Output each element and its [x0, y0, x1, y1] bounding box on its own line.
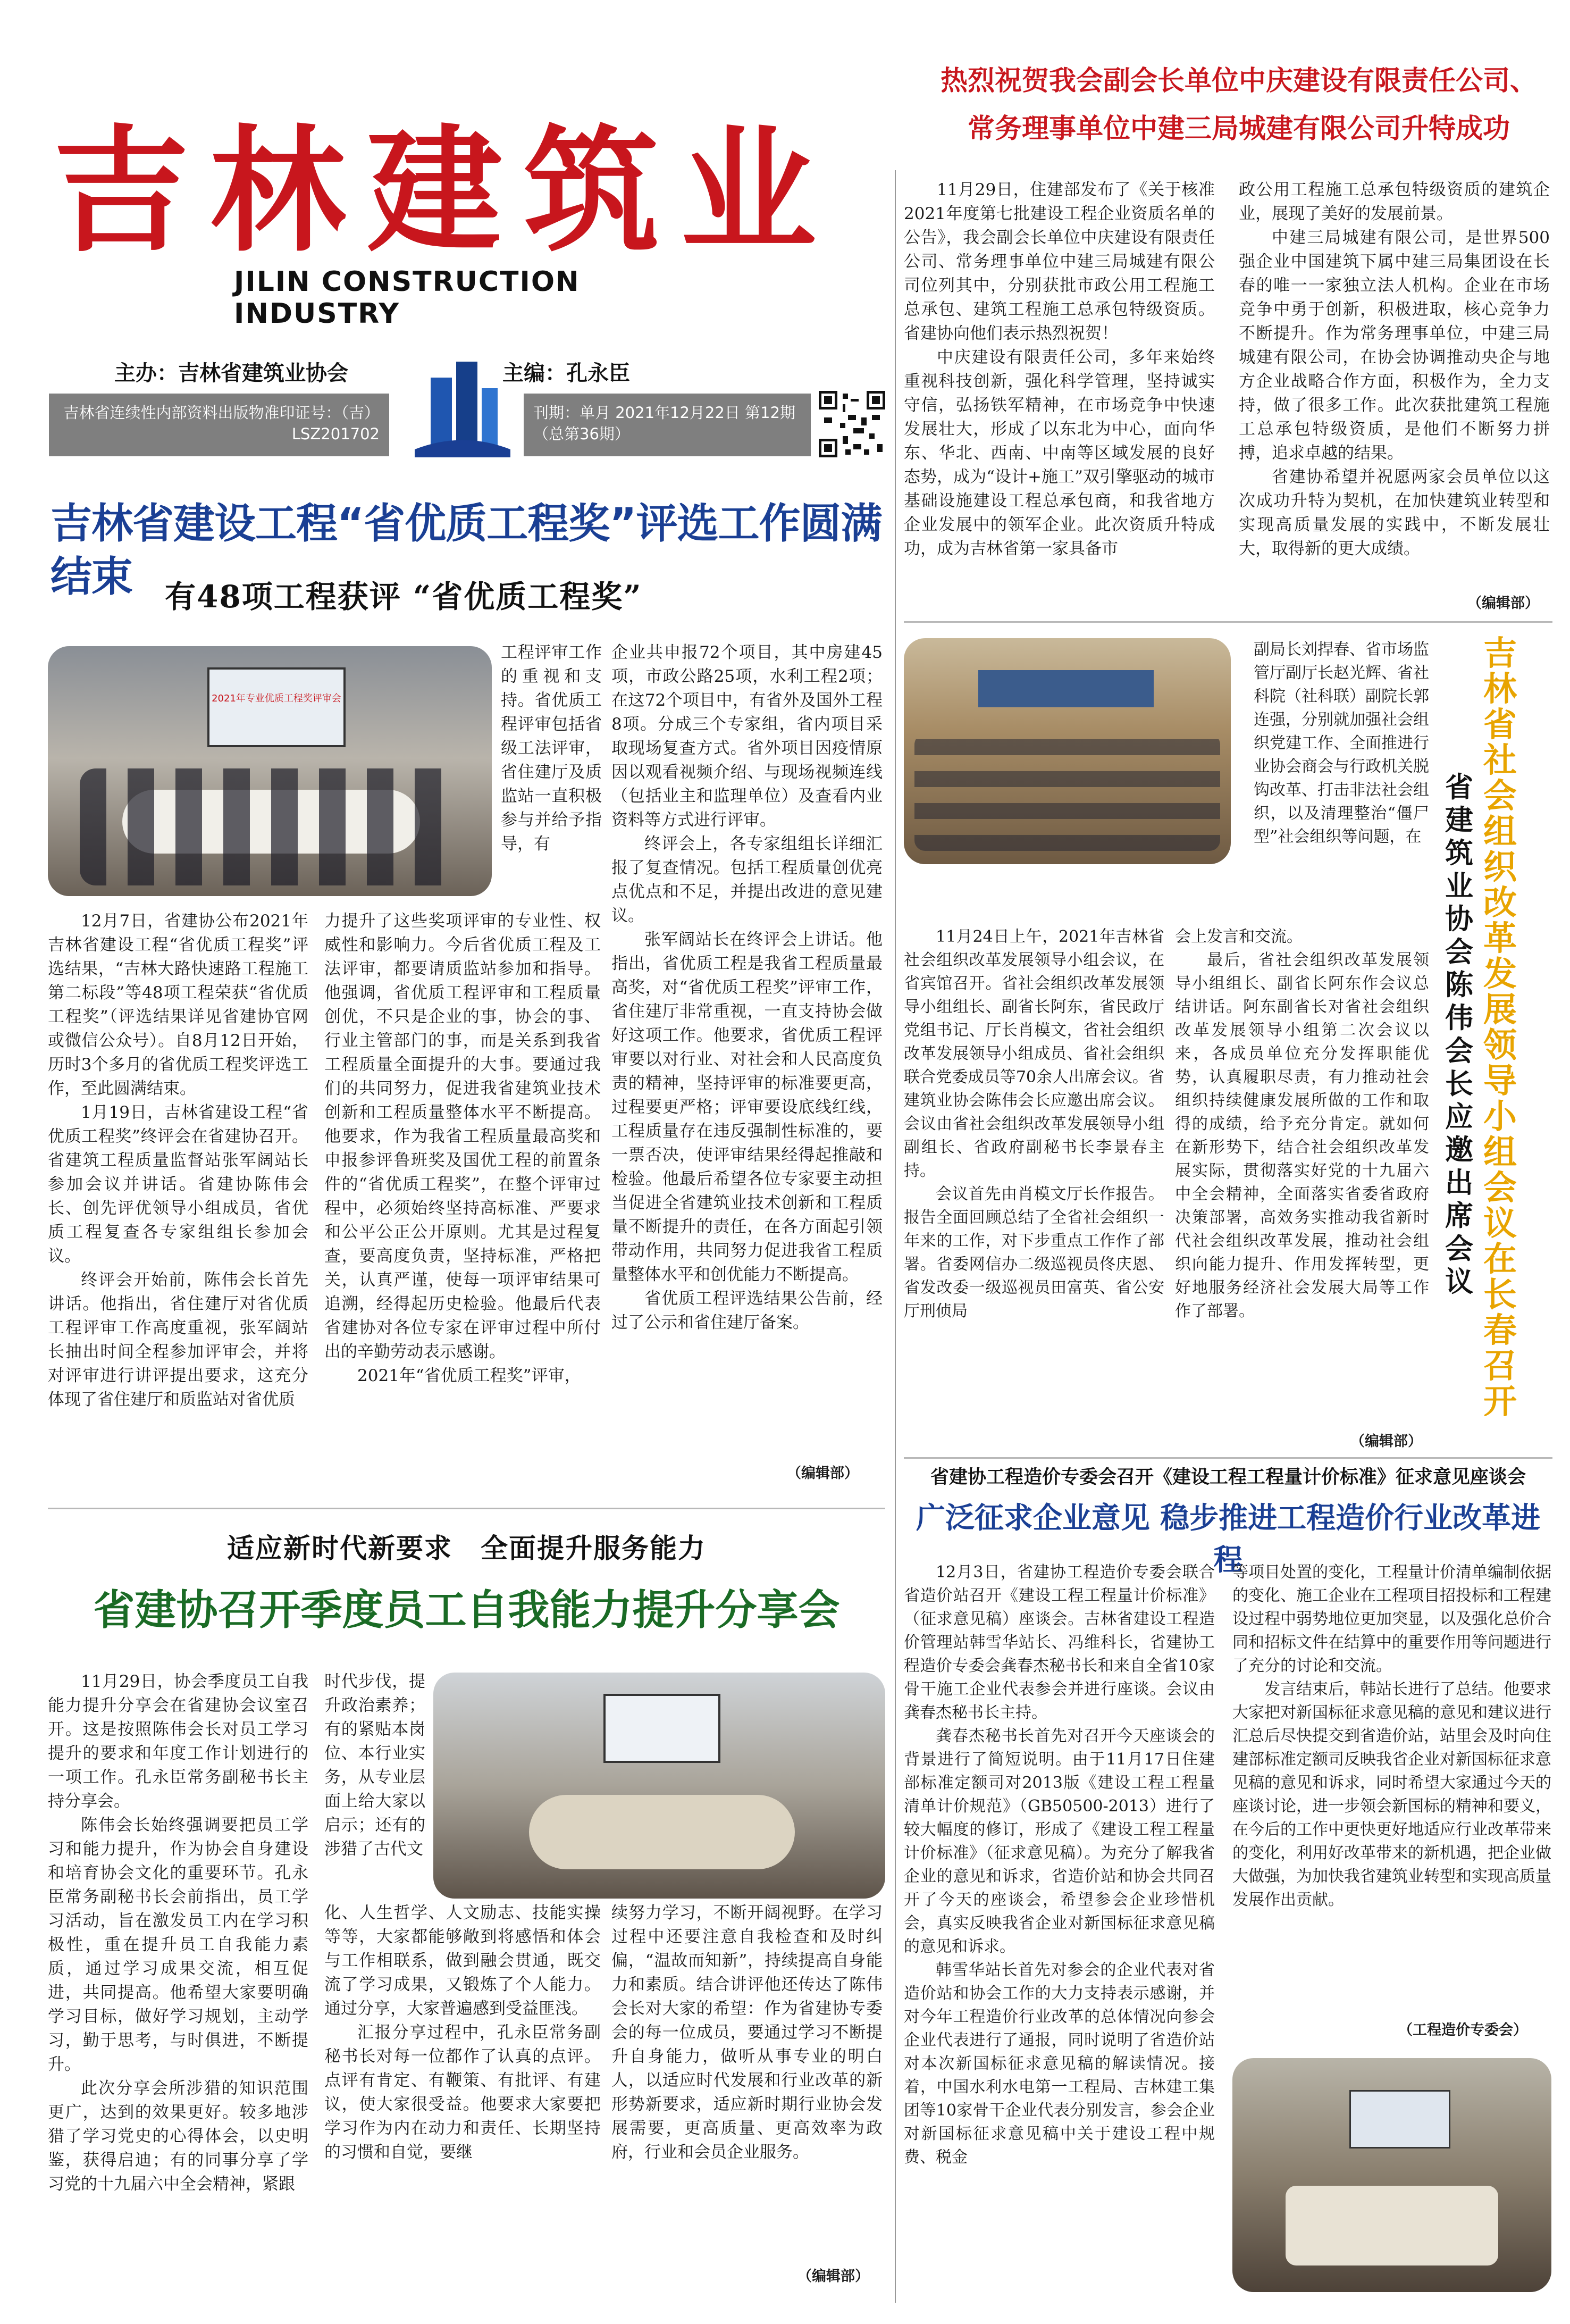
social-signature: （编辑部） — [1350, 1433, 1422, 1450]
social-col2-p2: 最后，省社会组织改革发展领导小组组长、副省长阿东作会议总结讲话。阿东副省长对省社会组织改革发展领导小组第二次会议以来，各成员单位充分发挥职能优势，认真履职尽责，有力推动社会组织持续健康发展所做的工作和取得的成绩，给予充分肯定。就如何在新形势下，结合社会组织改革发展实际，贯彻落实好党的十九届六中全会精神，全面落实省委省政府决策部署，高效务实推动我省新时代社会组织改革发展，推动社会组织向能力提升、作用发挥转型，更好地服务经济社会发展大局等工作作了部署。 — [1175, 951, 1429, 1320]
award-col3-p2: 终评会上，各专家组组长详细汇报了复查情况。包括工程质量创优亮点优点和不足，并提出改进的意见建议。 — [611, 834, 883, 925]
training-col1 — [48, 1670, 308, 2303]
photo-screen — [207, 667, 346, 747]
congrats-col2-p2: 中建三局城建有限公司，是世界500强企业中国建筑下属中建三局集团设在长春的唯一一家独立法人机构。企业在市场竞争中勇于创新，积极进取，核心竞争力不断提升。作为常务理事单位，中建三局城建有限公司，在协会协调推动央企与地方企业战略合作方面，积极作为，全力支持，做了很多工作。此次获批建筑工程施工总承包特级资质，是他们不断努力拼搏，追求卓越的结果。 — [1239, 228, 1550, 463]
qr-code-icon — [819, 391, 885, 457]
award-col1-top — [501, 641, 602, 907]
cost-col1-p1: 12月3日，省建协工程造价专委会联合省造价站召开《建设工程工程量计价标准》（征求意见稿）座谈会。吉林省建设工程造价管理站韩雪华站长、冯维科长，省建协工程造价专委会龚春杰秘书长和来自全省10家骨干施工企业代表参会并进行座谈。会议由龚春杰秘书长主持。 — [904, 1563, 1215, 1722]
sponsor-line: 主办：吉林省建筑业协会 — [114, 361, 348, 386]
social-col2 — [1175, 925, 1429, 1452]
award-col2-p1: 力提升了这些奖项评审的专业性、权威性和影响力。今后省优质工程及工法评审，都要请质监站参加和指导。他强调，省优质工程评审和工程质量创优，不只是企业的事，协会的事、行业主管部门的事，而是关系到我省工程质量全面提升的大事。要通过我们的共同努力，促进我省建筑业技术创新和工程质量整体水平不断提高。他要求，作为我省工程质量最高奖和申报参评鲁班奖及国优工程的前置条件的“省优质工程奖”，在整个评审过程中，必须始终坚持高标准、严要求和公平公正公开原则。尤其是过程复查，要高度负责，坚持标准，严格把关，认真严谨，使每一项评审结果可追溯，经得起历史检验。他最后代表省建协对各位专家在评审过程中所付出的辛勤劳动表示感谢。 — [324, 912, 601, 1361]
photo-screen-text: 2021年专业优质工程奖评审会 — [212, 693, 341, 704]
training-col2-p1: 化、人生哲学、人文励志、技能实操等等，大家都能够敞到将感悟和体会与工作相联系，做到融会贯通，既交流了学习成果，又锻炼了个人能力。通过分享，大家普遍感到受益匪浅。 — [324, 1903, 601, 2018]
photo-table-cost — [1286, 2186, 1498, 2266]
permit-box — [49, 394, 389, 456]
cost-col1-p3: 韩雪华站长首先对参会的企业代表对省造价站和协会工作的大力支持表示感谢，并对今年工程造价行业改革的总体情况向参会企业代表进行了通报，同时说明了省造价站对本次新国标征求意见稿的解读情况。接着，中国水利水电第一工程局、吉林建工集团等10家骨干企业代表分别发言，参会企业对新国标征求意见稿中关于建设工程中规费、税金 — [904, 1961, 1215, 2167]
congrats-col2-p1: 政公用工程施工总承包特级资质的建筑企业，展现了美好的发展前景。 — [1239, 180, 1550, 223]
congrats-signature: （编辑部） — [1467, 595, 1539, 612]
training-col3-p1: 续努力学习，不断开阔视野。在学习过程中还要注意自我检查和及时纠偏，“温故而知新”，持续提高自身能力和素质。结合讲评他还传达了陈伟会长对大家的希望：作为省建协专委会的每一位成员，要通过学习不断提升自身能力，做听从事专业的明白人，以适应时代发展和行业改革的新形势新要求，适应新时期行业协会发展需要，更高质量、更高效率为政府，行业和会员企业服务。 — [611, 1903, 883, 2162]
congrats-col1-p2: 中庆建设有限责任公司，多年来始终重视科技创新，强化科学管理，坚持诚实守信，弘扬铁军精神，在市场竞争中快速发展壮大，形成了以东北为中心，面向华东、华北、西南、中南等区域发展的良好态势，成为“设计+施工”双引擎驱动的城市基础设施建设工程总承包商，和我省地方企业发展中的领军企业。此次资质升特成功，成为吉林省第一家具备市 — [904, 348, 1215, 558]
social-col2-p1: 会上发言和交流。 — [1175, 927, 1303, 946]
award-col3-p3: 张军阔站长在终评会上讲话。他指出，省优质工程是我省工程质量最高奖，对“省优质工程奖”评审工作，省住建厅非常重视，一直支持协会做好这项工作。他要求，省优质工程评审要以对行业、对社会和人民高度负责的精神，坚持评审的标准要更高，过程要更严格；评审要设底线红线，工程质量存在违反强制性标准的，要一票否决，使评审结果经得起推敲和检验。他最后希望各位专家要主动担当促进全省建筑业技术创新和工程质量不断提升的责任，在各方面起引领带动作用，共同努力促进我省工程质量整体水平和创优能力不断提高。 — [611, 930, 883, 1284]
cost-col1-p2: 龚春杰秘书长首先对召开今天座谈会的背景进行了简短说明。由于11月17日住建部标准定额司对2013版《建设工程工程量清单计价规范》（GB50500-2013）进行了较大幅度的修订，形成了《建设工程工程量计价标准》（征求意见稿）。为充分了解我省企业的意见和诉求，省造价站和协会共同召开了今天的座谈会，希望参会企业珍惜机会，真实反映我省企业对新国标征求意见稿的意见和诉求。 — [904, 1727, 1215, 1956]
award-headline: 吉林省建设工程“省优质工程奖”评选工作圆满结束 — [51, 500, 882, 601]
award-col1-p1: 12月7日，省建协公布2021年吉林省建设工程“省优质工程奖”评选结果，“吉林大路快速路工程施工第二标段”等48项工程荣获“省优质工程奖”（评选结果详见省建协官网或微信公众号）。自8月12日开始，历时3个多月的省优质工程奖评选工作，至此圆满结束。 — [48, 912, 308, 1098]
logo-tower-left — [431, 378, 452, 447]
social-col1-p1: 11月24日上午，2021年吉林省社会组织改革发展领导小组会议，在省宾馆召开。省社会组织改革发展领导小组组长、副省长阿东，省民政厅党组书记、厅长肖模文，省社会组织改革发展领导小组成员、省社会组织联合党委成员等70余人出席会议。省建筑业协会陈伟会长应邀出席会议。会议由省社会组织改革发展领导小组副组长、省政府副秘书长李景春主持。 — [904, 927, 1164, 1180]
building-logo-icon — [409, 356, 516, 463]
training-kicker: 适应新时代新要求 全面提升服务能力 — [226, 1533, 706, 1565]
congrats-col2 — [1239, 178, 1550, 614]
award-col1-p2: 1月19日，吉林省建设工程“省优质工程奖”终评会在省建协召开。省建筑工程质量监督站张军阔站长参加会议并讲话。省建协陈伟会长、创先评优领导小组成员，省优质工程复查各专家组组长参加会议。 — [48, 1103, 308, 1266]
photo-screen-training — [603, 1694, 720, 1763]
logo-tower-mid — [456, 362, 477, 447]
divider-vertical-main — [895, 170, 896, 2303]
award-col3-p4: 省优质工程评选结果公告前，经过了公示和省住建厅备案。 — [611, 1289, 883, 1332]
award-signature: （编辑部） — [787, 1465, 859, 1482]
training-col1-p3: 此次分享会所涉猎的知识范围更广，达到的效果更好。较多地涉猎了学习党史的心得体会，以史明鉴，获得启迪；有的同事分享了学习党的十九届六中全会精神，紧跟 — [48, 2079, 308, 2194]
training-col3 — [611, 1901, 883, 2263]
social-vertical-subtitle: 省建筑业协会陈伟会长应邀出席会议 — [1445, 771, 1473, 1298]
social-col1 — [904, 925, 1164, 1452]
social-col1-top-text: 副局长刘捍春、省市场监管厅副厅长赵光辉、省社科院（社科联）副院长郭连强，分别就加强社会组织党建工作、全面推进行业协会商会与行政机关脱钩改革、打击非法社会组织，以及清理整治“僵尸型”社会组织等问题，在 — [1254, 640, 1429, 846]
social-vertical-title: 吉林省社会组织改革发展领导小组会议在长春召开 — [1483, 634, 1518, 1421]
award-subhead: 有48项工程获评 “省优质工程奖” — [165, 579, 642, 615]
award-col1-top-text: 工程评审工作的重视和支持。省优质工程评审包括省级工法评审，省住建厅及质监站一直积极参与并给予指导，有 — [501, 643, 602, 854]
award-col2-p2: 2021年“省优质工程奖”评审， — [357, 1366, 581, 1385]
divider-social — [904, 1457, 1552, 1459]
social-col1-top — [1254, 638, 1429, 923]
photo-people — [80, 768, 463, 885]
masthead-title: 吉林建筑业 — [53, 112, 838, 271]
photo-screen-cost — [1349, 2090, 1450, 2149]
training-col2-p2: 汇报分享过程中，孔永臣常务副秘书长对每一位都作了认真的点评。点评有肯定、有鞭策、有批评、有建议，使大家很受益。他要求大家要把学习作为内在动力和责任、长期坚持的习惯和自觉，要继 — [324, 2023, 601, 2162]
cost-col2-p2: 发言结束后，韩站长进行了总结。他要求大家把对新国标征求意见稿的意见和建议进行汇总后尽快提交到省造价站，站里会及时向住建部标准定额司反映我省企业对新国标征求意见稿的意见和诉求，同时希望大家通过今天的座谈讨论，进一步领会新国标的精神和要义，在今后的工作中更快更好地适应行业改革带来的变化，利用好改革带来的新机遇，把企业做大做强，为加快我省建筑业转型和实现高质量发展作出贡献。 — [1232, 1680, 1551, 1909]
permit-text: 吉林省连续性内部资料出版物准印证号：（吉）LSZ201702 — [63, 404, 380, 443]
social-col1-p2: 会议首先由肖模文厅长作报告。报告全面回顾总结了全省社会组织一年来的工作，对下步重点工作作了部署。省委网信办二级巡视员佟庆恩、省发改委一级巡视员田富英、省公安厅刑侦局 — [904, 1185, 1164, 1320]
congrats-col1-p1: 11月29日，住建部发布了《关于核准2021年度第七批建设工程企业资质名单的公告》，我会副会长单位中庆建设有限责任公司、常务理事单位中建三局城建有限公司位列其中，分别获批市政公用工程施工总承包、建筑工程施工总承包特级资质。省建协向他们表示热烈祝贺！ — [904, 180, 1215, 343]
divider-congrats — [904, 621, 1552, 623]
congrats-headline-1: 热烈祝贺我会副会长单位中庆建设有限责任公司、 — [940, 65, 1537, 97]
award-col1 — [48, 909, 308, 1478]
award-col3-p1: 企业共申报72个项目，其中房建45项，市政公路25项，水利工程2项；在这72个项目中，有省外及国外工程8项。分成三个专家组，省内项目采取现场复查方式。省外项目因疫情原因以观看视频介绍、与现场视频连线（包括业主和监理单位）及查看内业资料等方式进行评审。 — [611, 643, 883, 830]
training-col2 — [324, 1901, 601, 2303]
logo-tower-right — [482, 388, 498, 447]
photo-table-training — [529, 1795, 795, 1869]
cost-col1 — [904, 1561, 1215, 2305]
congrats-col2-p3: 省建协希望并祝愿两家会员单位以这次成功升特为契机，在加快建筑业转型和实现高质量发展的实践中，不断发展壮大，取得新的更大成绩。 — [1239, 467, 1550, 558]
award-col1-p3: 终评会开始前，陈伟会长首先讲话。他指出，省住建厅对省优质工程评审工作高度重视，张军阔站长抽出时间全程参加评审会，并将对评审进行讲评提出要求，这充分体现了省住建厅和质监站对省优质 — [48, 1270, 308, 1409]
congrats-headline-2: 常务理事单位中建三局城建有限公司升特成功 — [967, 113, 1510, 145]
award-col2 — [324, 909, 601, 1478]
divider-award — [48, 1508, 885, 1509]
training-meeting-photo — [433, 1673, 885, 1899]
issue-text: 刊期：单月 2021年12月22日 第12期（总第36期） — [533, 404, 795, 443]
award-col3 — [611, 641, 883, 1465]
training-signature: （编辑部） — [797, 2268, 869, 2285]
training-col2-top — [324, 1670, 425, 1899]
cost-col2-p1: 等项目处置的变化，工程量计价清单编制依据的变化、施工企业在工程项目招投标和工程建设过程中弱势地位更加突显，以及强化总价合同和招标文件在结算中的重要作用等问题进行了充分的讨论和交流。 — [1232, 1563, 1551, 1675]
editor-line: 主编：孔永臣 — [502, 361, 630, 386]
photo-podium — [978, 670, 1154, 707]
cost-headline: 广泛征求企业意见 稳步推进工程造价行业改革进程 — [916, 1501, 1541, 1577]
photo-rows — [914, 734, 1220, 851]
congrats-col1 — [904, 178, 1215, 614]
training-col1-p2: 陈伟会长始终强调要把员工学习和能力提升，作为协会自身建设和培育协会文化的重要环节。孔永臣常务副秘书长会前指出，员工学习活动，旨在激发员工内在学习积极性，重在提升员工自我能力素质，通过学习成果交流，相互促进，共同提高。他希望大家要明确学习目标，做好学习规划，主动学习，勤于思考，与时俱进，不断提升。 — [48, 1816, 308, 2074]
masthead-subtitle: JILIN CONSTRUCTION INDUSTRY — [234, 266, 580, 330]
cost-kicker: 省建协工程造价专委会召开《建设工程工程量计价标准》征求意见座谈会 — [930, 1467, 1526, 1488]
cost-meeting-photo — [1232, 2058, 1551, 2292]
cost-col2 — [1232, 1561, 1551, 2039]
training-col2-top-text: 时代步伐，提升政治素养；有的紧贴本岗位、本行业实务，从专业层面上给大家以启示；还有的涉猎了古代文 — [324, 1672, 425, 1859]
issue-box — [524, 394, 811, 456]
cost-signature: （工程造价专委会） — [1398, 2022, 1527, 2038]
training-headline: 省建协召开季度员工自我能力提升分享会 — [93, 1586, 840, 1634]
training-col1-p1: 11月29日，协会季度员工自我能力提升分享会在省建协会议室召开。这是按照陈伟会长对员工学习提升的要求和年度工作计划进行的一项工作。孔永臣常务副秘书长主持分享会。 — [48, 1672, 308, 1811]
social-meeting-photo — [904, 638, 1231, 864]
award-meeting-photo — [48, 646, 492, 896]
